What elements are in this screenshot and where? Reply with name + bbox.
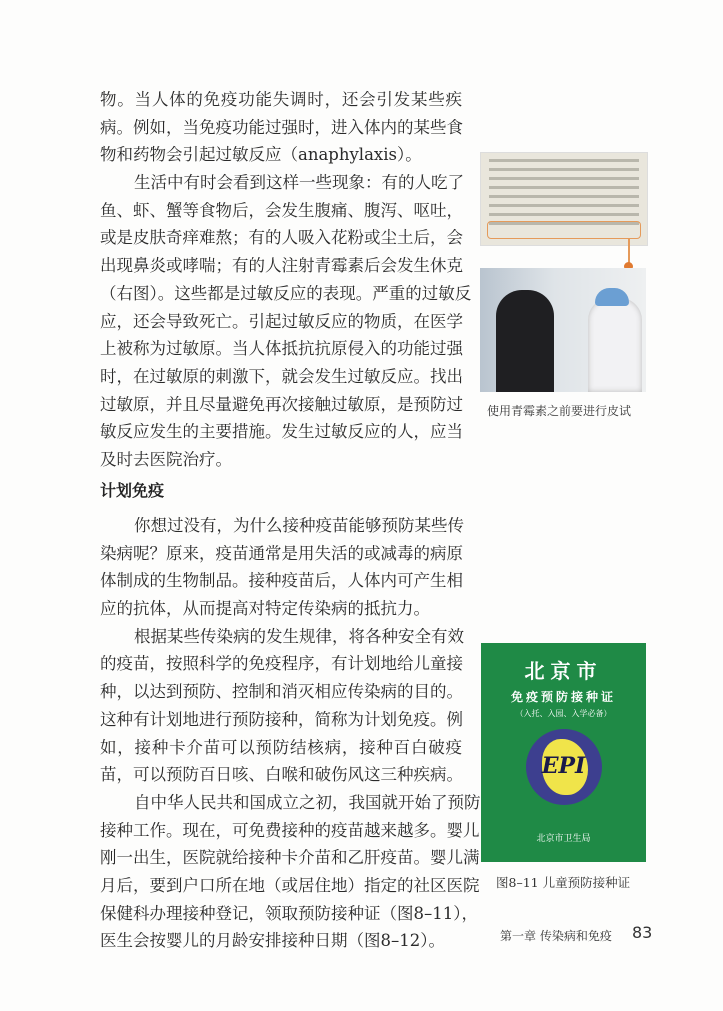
nurse: [588, 298, 642, 392]
paragraph-line: 鱼、虾、蟹等食物后，会发生腹痛、腹泻、呕吐，: [100, 200, 463, 220]
paragraph-line: 过敏原，并且尽量避免再次接触过敏原，是预防过: [100, 394, 463, 414]
paragraph-line: 刚一出生，医院就给接种卡介苗和乙肝疫苗。婴儿满: [100, 848, 480, 868]
vaccination-certificate-image: [481, 643, 646, 862]
highlight-box: [487, 221, 641, 239]
paragraph-line: （右图）。这些都是过敏反应的表现。严重的过敏反: [100, 283, 472, 303]
penicillin-instructions-image: [480, 152, 648, 246]
paragraph-line: 苗，可以预防百日咳、白喉和破伤风这三种疾病。: [100, 765, 463, 785]
paragraph-line: 及时去医院治疗。: [100, 449, 232, 469]
paragraph-line: 病。例如，当免疫功能过强时，进入体内的某些食: [100, 117, 463, 137]
paragraph-line: 这种有计划地进行预防接种，简称为计划免疫。例: [100, 709, 463, 729]
text-column-bottom: [100, 458, 481, 955]
paragraph-line: 如，接种卡介苗可以预防结核病，接种百白破疫: [100, 737, 462, 757]
paragraph-line: 应的抗体，从而提高对特定传染病的抵抗力。: [100, 599, 430, 619]
paragraph-line: 上被称为过敏原。当人体抵抗抗原侵入的功能过强: [100, 339, 463, 359]
certificate-caption: 图8–11 儿童预防接种证: [496, 875, 631, 890]
page-number: 83: [632, 923, 653, 942]
paragraph-line: 自中华人民共和国成立之初，我国就开始了预防: [134, 792, 481, 812]
paragraph-line: 月后，要到户口所在地（或居住地）指定的社区医院: [100, 875, 480, 895]
text-column-top: [100, 86, 472, 474]
patient: [496, 290, 554, 392]
paragraph-line: 或是皮肤奇痒难熬；有的人吸入花粉或尘土后，会: [100, 228, 463, 248]
paragraph-line: 种，以达到预防、控制和消灭相应传染病的目的。: [100, 682, 463, 702]
paragraph-line: 接种工作。现在，可免费接种的疫苗越来越多。婴儿: [100, 820, 480, 840]
paragraph-line: 根据某些传染病的发生规律，将各种安全有效: [134, 626, 464, 646]
paragraph-line: 你想过没有，为什么接种疫苗能够预防某些传: [134, 516, 464, 535]
paragraph-line: 的疫苗，按照科学的免疫程序，有计划地给儿童接: [100, 654, 463, 674]
paragraph-line: 物和药物会引起过敏反应（anaphylaxis）。: [100, 145, 422, 165]
nurse-cap: [595, 288, 629, 306]
paragraph-line: 敏反应发生的主要措施。发生过敏反应的人，应当: [100, 422, 463, 442]
paragraph-line: 应，还会导致死亡。引起过敏反应的物质，在医学: [100, 311, 463, 331]
skin-test-photo: [480, 268, 646, 392]
paragraph-line: 出现鼻炎或哮喘；有的人注射青霉素后会发生休克: [100, 256, 463, 276]
paragraph-line: 染病呢？原来，疫苗通常是用失活的或减毒的病原: [100, 543, 463, 563]
epi-logo-text: EPI: [541, 753, 586, 779]
certificate-issuer: 北京市卫生局: [536, 834, 591, 844]
chapter-footer: 第一章 传染病和免疫: [500, 929, 612, 943]
paragraph-line: 生活中有时会看到这样一些现象：有的人吃了: [134, 173, 464, 193]
certificate-note: （入托、入园、入学必备）: [515, 709, 612, 718]
skin-test-caption: 使用青霉素之前要进行皮试: [487, 404, 632, 418]
paragraph-line: 保健科办理接种登记，领取预防接种证（图8–11），: [100, 903, 478, 923]
section-heading: 计划免疫: [100, 481, 165, 500]
paragraph-line: 体制成的生物制品。接种疫苗后，人体内可产生相: [100, 571, 463, 591]
certificate-subtitle: 免疫预防接种证: [510, 690, 616, 704]
epi-logo: [526, 729, 602, 805]
certificate-title: 北京市: [524, 659, 603, 683]
paragraph-line: 医生会按婴儿的月龄安排接种日期（图8–12）。: [100, 931, 445, 951]
paragraph-line: 时，在过敏原的刺激下，就会发生过敏反应。找出: [100, 366, 463, 386]
paragraph-line: 物。当人体的免疫功能失调时，还会引发某些疾: [100, 90, 462, 109]
